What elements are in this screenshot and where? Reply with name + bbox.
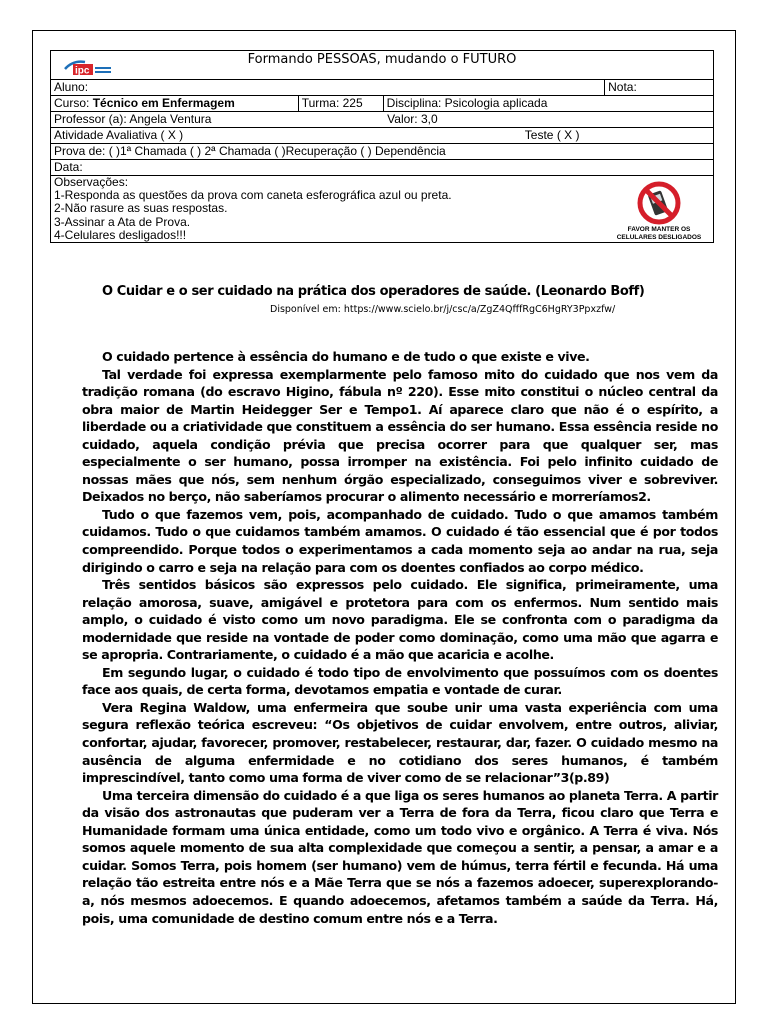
observations-heading: Observações: xyxy=(54,175,129,189)
activity-checkbox[interactable]: Atividade Avaliativa ( X ) xyxy=(51,128,523,144)
value-field: Valor: 3,0 xyxy=(383,112,713,128)
logo-text: ipc xyxy=(75,65,90,77)
subject-field: Disciplina: Psicologia aplicada xyxy=(383,96,713,112)
course-field: Curso: Técnico em Enfermagem xyxy=(51,96,299,112)
paragraph: Tudo o que fazemos vem, pois, acompanhado de cuidado. Tudo o que amamos também cuidamos. Tudo o que cuidamos também amamos. O cuidado é tão essencial que é por todos compreendido. Porque todos o experimentamos a cada momento seja ao andar na rua, seja dirigindo o carro e seja na relação para com os doentes confiados ao corpo médico. xyxy=(82,506,718,575)
slogan: Formando PESSOAS, mudando o FUTURO xyxy=(247,52,517,67)
paragraph: Em segundo lugar, o cuidado é todo tipo de envolvimento que possuímos com os doentes face aos quais, de certa forma, devotamos empatia e vontade de curar. xyxy=(82,664,718,698)
observation-item: 1-Responda as questões da prova com caneta esferográfica azul ou preta. xyxy=(54,188,452,203)
exam-type-options[interactable]: Prova de: ( )1ª Chamada ( ) 2ª Chamada ( )Recuperação ( ) Dependência xyxy=(51,144,714,160)
article-source-link[interactable]: Disponível em: https://www.scielo.br/j/csc/a/ZgZ4QfffRgC6HgRY3Ppxzfw/ xyxy=(270,304,616,315)
slogan-cell xyxy=(51,51,714,80)
paragraph: Vera Regina Waldow, uma enfermeira que soube unir uma vasta experiência com uma segura reflexão teórica escreveu: “Os objetivos de cuidar envolvem, entre outros, aliviar, confortar, ajudar, favorecer, promover, restabelecer, restaurar, dar, fazer. O cuidado mesmo na ausência de alguma enfermidade e no cotidiano dos seres humanos, é também imprescindível, tanto como uma forma de viver como de se relacionar”3(p.89) xyxy=(82,699,718,786)
observation-item: 4-Celulares desligados!!! xyxy=(54,227,187,242)
date-field[interactable]: Data: xyxy=(51,160,714,176)
phone-sign-line-1: FAVOR MANTER OS xyxy=(627,226,691,233)
student-name-field[interactable]: Aluno: xyxy=(51,80,605,96)
observation-item: 3-Assinar a Ata de Prova. xyxy=(54,214,191,229)
article-title: O Cuidar e o ser cuidado na prática dos operadores de saúde. (Leonardo Boff) xyxy=(102,284,645,299)
test-checkbox[interactable]: Teste ( X ) xyxy=(523,128,714,144)
grade-field[interactable]: Nota: xyxy=(605,80,714,96)
teacher-field: Professor (a): Angela Ventura xyxy=(51,112,384,128)
paragraph: Tal verdade foi expressa exemplarmente pelo famoso mito do cuidado que nos vem da tradição romana (do escravo Higino, fábula nº 220). Esse mito constitui o núcleo central da obra maior de Martin Heidegger Ser e Tempo1. Aí aparece claro que não é o espírito, a liberdade ou a criatividade que constituem a essência do ser humano. Essa essência reside no cuidado, aquela condição prévia que precisa ocorrer para que qualquer ser, mas especialmente o ser humano, possa irromper na existência. Foi pelo infinito cuidado de nossas mães que nós, sem nenhum órgão especializado, conseguimos viver e sobreviver. Deixados no berço, não saberíamos procurar o alimento necessário e morreríamos2. xyxy=(82,366,718,505)
no-phone-sign xyxy=(611,180,707,242)
phone-sign-line-2: CELULARES DESLIGADOS xyxy=(616,233,702,241)
paragraph: O cuidado pertence à essência do humano e de tudo o que existe e vive. xyxy=(102,349,590,364)
class-field: Turma: 225 xyxy=(298,96,383,112)
no-phone-icon xyxy=(636,180,682,226)
observations-cell xyxy=(51,176,714,243)
observation-item: 2-Não rasure as suas respostas. xyxy=(54,201,228,216)
paragraph: Uma terceira dimensão do cuidado é a que liga os seres humanos ao planeta Terra. A partir da visão dos astronautas que puderam ver a Terra de fora da Terra, ficou claro que Terra e Humanidade formam uma única entidade, como um todo vivo e orgânico. A Terra é viva. Nós somos aquele momento de sua alta complexidade que começou a sentir, a pensar, a amar e a cuidar. Somos Terra, pois homem (ser humano) vem de húmus, terra fértil e fecunda. Há uma relação tão estreita entre nós e a Mãe Terra que se nós a fazemos adoecer, superexplorando-a, nós mesmos adoecemos. E quando adoecemos, afetamos também a saúde da Terra. Há, pois, uma comunidade de destino comum entre nós e a Terra. xyxy=(82,787,718,926)
exam-header xyxy=(50,50,714,243)
article-body xyxy=(82,348,718,927)
paragraph: Três sentidos básicos são expressos pelo cuidado. Ele significa, primeiramente, uma relação amorosa, suave, amigável e protetora para com os enfermos. Num sentido mais amplo, o cuidado é visto como um novo paradigma. Ele se confronta com o paradigma da modernidade que reside na vontade de poder como dominação, como uma mão que agarra e se apropria. Contrariamente, o cuidado é a mão que acaricia e acolhe. xyxy=(82,577,718,663)
